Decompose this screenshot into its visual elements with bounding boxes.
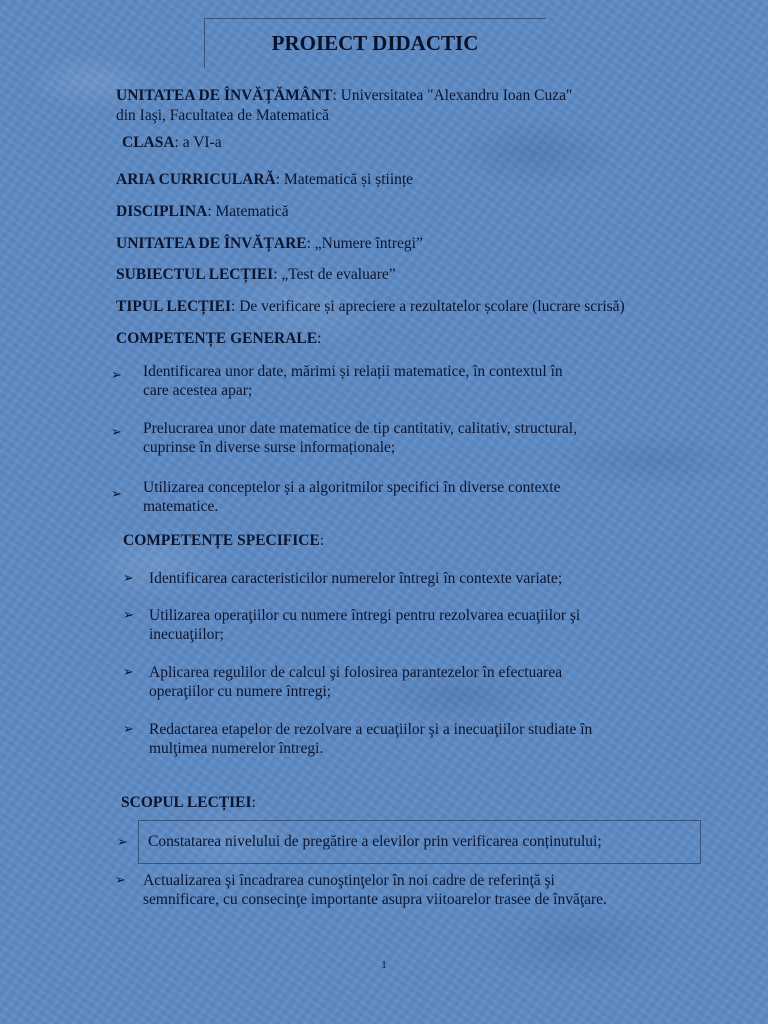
tipul-value: : De verificare și apreciere a rezultatelor școlare (lucrare scrisă) <box>231 298 625 315</box>
competente-generale-heading: COMPETENȚE GENERALE: <box>116 330 322 347</box>
scopul-heading: SCOPUL LECȚIEI: <box>121 794 256 811</box>
list-item: Utilizarea operaţiilor cu numere întregi pentru rezolvarea ecuaţiilor şi inecuaţiilor; <box>149 607 581 643</box>
unitatea-invatare-value: : „Numere întregi” <box>306 235 423 252</box>
clasa-label: CLASA <box>122 134 175 151</box>
list-item: Utilizarea conceptelor și a algoritmilor specifici în diverse contexte matematice. <box>143 479 561 515</box>
unitatea-invatamant-value: : Universitatea "Alexandru Ioan Cuza" <box>332 87 573 104</box>
page-title: PROIECT DIDACTIC <box>271 31 479 55</box>
unitatea-invatare-label: UNITATEA DE ÎNVĂȚARE <box>116 235 307 252</box>
arrow-bullet-icon: ➢ <box>111 367 122 382</box>
unitatea-invatamant-value-cont: din Iaşi, Facultatea de Matematică <box>116 107 330 124</box>
clasa-value: : a VI-a <box>174 134 222 151</box>
arrow-bullet-icon: ➢ <box>123 570 134 585</box>
aria-value: : Matematică și științe <box>275 171 414 188</box>
arrow-bullet-icon: ➢ <box>115 872 126 887</box>
list-item: Identificarea caracteristicilor numerelor întregi în contexte variate; <box>149 570 563 587</box>
unitatea-invatamant-line <box>116 86 572 105</box>
clasa-line <box>122 133 222 152</box>
disciplina-label: DISCIPLINA <box>116 203 208 220</box>
arrow-bullet-icon: ➢ <box>117 834 128 849</box>
arrow-bullet-icon: ➢ <box>123 721 134 736</box>
tipul-label: TIPUL LECȚIEI <box>116 298 232 315</box>
subiectul-label: SUBIECTUL LECȚIEI <box>116 266 274 283</box>
aria-line <box>116 170 413 189</box>
tipul-line <box>116 297 625 316</box>
unitatea-invatamant-label: UNITATEA DE ÎNVĂȚĂMÂNT <box>116 87 333 104</box>
disciplina-value: : Matematică <box>207 203 289 220</box>
page-number: 1 <box>381 959 387 971</box>
competente-specifice-heading: COMPETENȚE SPECIFICE: <box>123 532 325 549</box>
arrow-bullet-icon: ➢ <box>123 607 134 622</box>
list-item: Prelucrarea unor date matematice de tip cantitativ, calitativ, structural, cuprinse în diverse surse informaționale; <box>143 420 577 456</box>
arrow-bullet-icon: ➢ <box>111 424 122 439</box>
list-item: Identificarea unor date, mărimi și relații matematice, în contextul în care acestea apar; <box>143 363 563 399</box>
subiectul-line <box>116 265 396 284</box>
disciplina-line <box>116 202 289 221</box>
arrow-bullet-icon: ➢ <box>123 664 134 679</box>
list-item: Constatarea nivelului de pregătire a elevilor prin verificarea conținutului; <box>148 833 602 850</box>
arrow-bullet-icon: ➢ <box>111 486 122 501</box>
list-item: Aplicarea regulilor de calcul şi folosirea parantezelor în efectuarea operaţiilor cu numere întregi; <box>149 664 563 700</box>
unitatea-invatare-line <box>116 234 423 253</box>
list-item: Actualizarea şi încadrarea cunoştinţelor în noi cadre de referinţă şi semnificare, cu consecinţe importante asupra viitoarelor trasee de învăţare. <box>143 872 607 908</box>
list-item: Redactarea etapelor de rezolvare a ecuaţiilor şi a inecuaţiilor studiate în mulţimea numerelor întregi. <box>149 721 593 757</box>
subiectul-value: : „Test de evaluare” <box>273 266 396 283</box>
aria-label: ARIA CURRICULARĂ <box>116 171 276 188</box>
